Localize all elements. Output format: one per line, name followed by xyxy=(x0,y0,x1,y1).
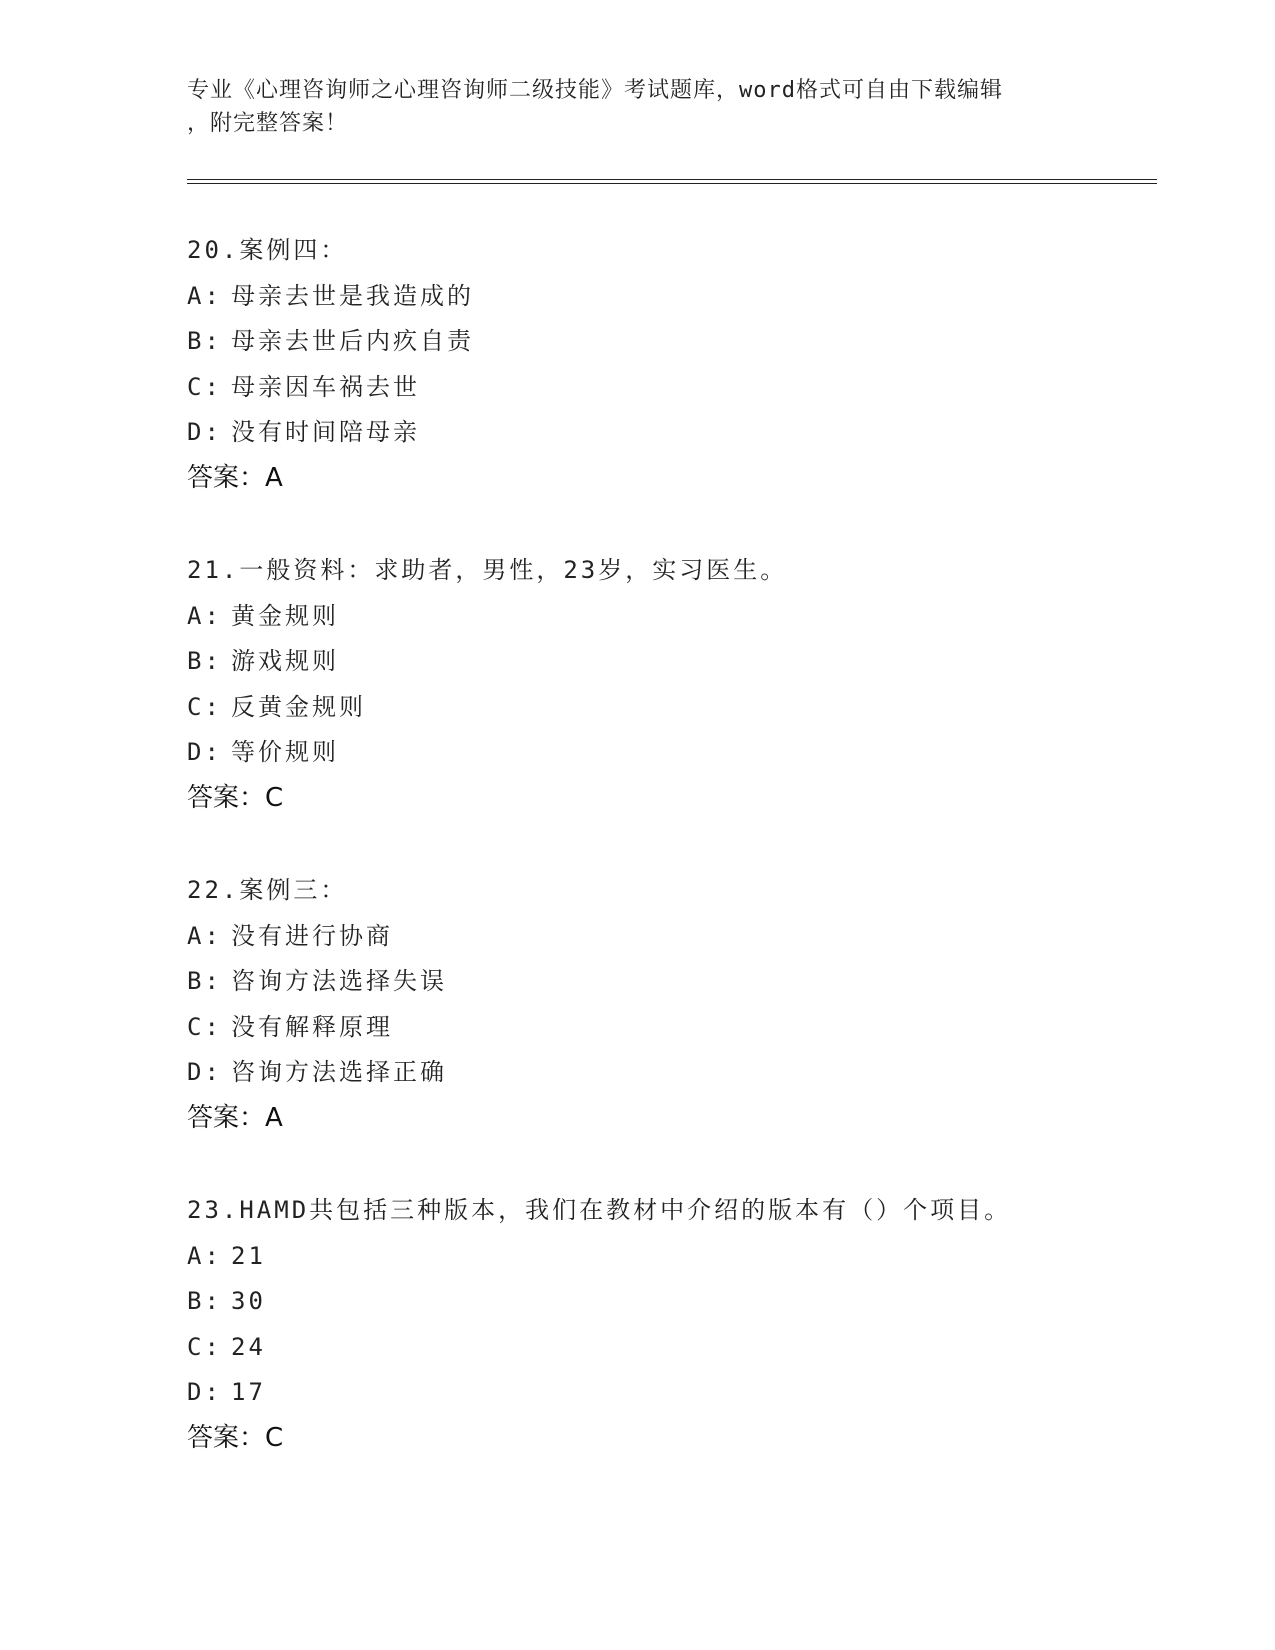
document-header xyxy=(187,74,1087,140)
option-letter: B: xyxy=(187,967,222,995)
option-letter: D: xyxy=(187,738,222,766)
option-text: 没有时间陪母亲 xyxy=(231,418,420,446)
option-text: 30 xyxy=(231,1287,266,1315)
option-letter: D: xyxy=(187,1378,222,1406)
option-letter: C: xyxy=(187,372,222,401)
option-text: 反黄金规则 xyxy=(231,692,366,721)
option-text: 母亲因车祸去世 xyxy=(231,372,420,401)
option-letter: C: xyxy=(187,1012,222,1041)
option-b xyxy=(187,639,1157,685)
option-letter: A: xyxy=(187,601,222,630)
option-text: 没有解释原理 xyxy=(231,1012,393,1041)
question-23 xyxy=(187,1188,1157,1461)
option-text: 游戏规则 xyxy=(231,647,339,675)
option-text: 17 xyxy=(231,1378,266,1406)
option-letter: B: xyxy=(187,327,222,355)
option-c xyxy=(187,365,1157,411)
option-letter: C: xyxy=(187,1332,222,1361)
answer: 答案：A xyxy=(187,462,283,493)
option-b xyxy=(187,319,1157,365)
option-text: 黄金规则 xyxy=(231,601,339,630)
option-letter: C: xyxy=(187,692,222,721)
question-stem: 23.HAMD共包括三种版本，我们在教材中介绍的版本有（）个项目。 xyxy=(187,1196,1012,1224)
header-line-1: 专业《心理咨询师之心理咨询师二级技能》考试题库，word格式可自由下载编辑 xyxy=(187,78,1003,103)
option-c xyxy=(187,1005,1157,1051)
option-d xyxy=(187,1050,1157,1096)
answer: 答案：A xyxy=(187,1102,283,1133)
option-text: 母亲去世后内疚自责 xyxy=(231,327,474,355)
option-letter: B: xyxy=(187,1287,222,1315)
option-text: 咨询方法选择失误 xyxy=(231,967,447,995)
question-21 xyxy=(187,548,1157,821)
option-text: 母亲去世是我造成的 xyxy=(231,281,474,310)
option-a xyxy=(187,1234,1157,1280)
question-20 xyxy=(187,228,1157,501)
option-letter: A: xyxy=(187,281,222,310)
option-letter: D: xyxy=(187,1058,222,1086)
option-text: 咨询方法选择正确 xyxy=(231,1058,447,1086)
answer: 答案：C xyxy=(187,782,284,813)
answer: 答案：C xyxy=(187,1422,284,1453)
option-text: 等价规则 xyxy=(231,738,339,766)
header-divider-top xyxy=(187,179,1157,180)
option-letter: A: xyxy=(187,1241,222,1270)
option-letter: B: xyxy=(187,647,222,675)
option-text: 24 xyxy=(231,1332,266,1361)
header-line-2: ，附完整答案！ xyxy=(187,111,349,136)
option-b xyxy=(187,1279,1157,1325)
option-d xyxy=(187,1370,1157,1416)
option-text: 没有进行协商 xyxy=(231,921,393,950)
option-text: 21 xyxy=(231,1241,266,1270)
question-stem: 22.案例三： xyxy=(187,876,348,904)
option-letter: D: xyxy=(187,418,222,446)
option-a xyxy=(187,594,1157,640)
option-letter: A: xyxy=(187,921,222,950)
option-a xyxy=(187,274,1157,320)
option-d xyxy=(187,410,1157,456)
option-a xyxy=(187,914,1157,960)
option-c xyxy=(187,685,1157,731)
option-d xyxy=(187,730,1157,776)
option-b xyxy=(187,959,1157,1005)
question-stem: 20.案例四： xyxy=(187,236,348,264)
question-22 xyxy=(187,868,1157,1141)
question-stem: 21.一般资料：求助者，男性，23岁，实习医生。 xyxy=(187,556,788,584)
header-divider-bottom xyxy=(187,183,1157,184)
option-c xyxy=(187,1325,1157,1371)
